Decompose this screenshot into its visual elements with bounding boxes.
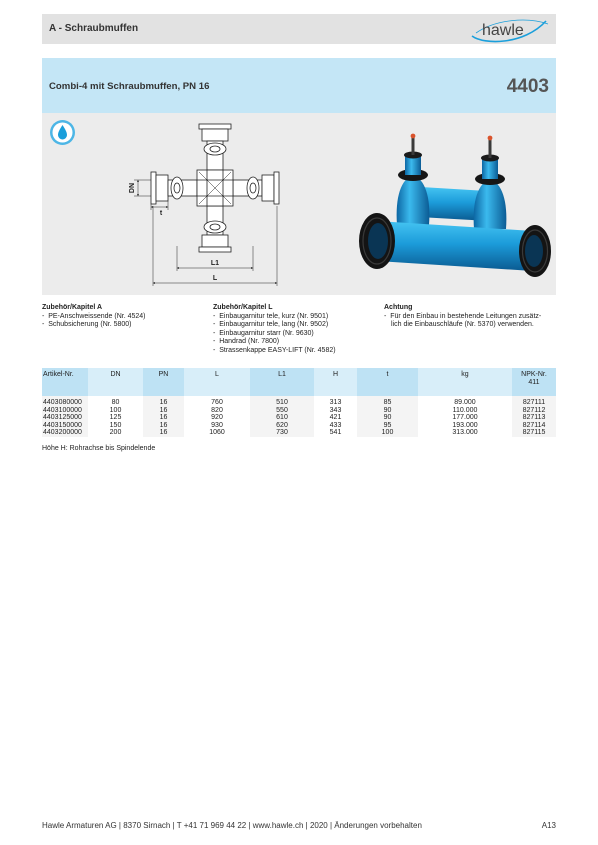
notice-title: Achtung [384, 304, 413, 311]
cell-npk-nr: 827115 [512, 429, 556, 437]
product-valve-right [474, 136, 507, 229]
cell-l: 760 [211, 399, 223, 406]
cell-pn: 16 [143, 429, 184, 437]
cell-l1: 550 [250, 407, 314, 415]
cell-t: 85 [357, 396, 418, 407]
header-pn: PN [143, 368, 184, 396]
page-footer [42, 821, 556, 833]
cell-l1: 510 [250, 396, 314, 407]
spec-table [42, 368, 556, 437]
water-drop-icon [49, 119, 76, 146]
cell-npk-nr: 827112 [512, 407, 556, 415]
notice [384, 304, 541, 330]
drawing-label-t: t [159, 210, 163, 217]
drawing-label-l: L [212, 275, 218, 282]
table-body [42, 396, 556, 437]
cell-artikel-nr: 4403150000 [42, 422, 88, 430]
product-photo [355, 125, 555, 285]
product-socket-left [359, 213, 395, 269]
cell-dn: 150 [109, 421, 122, 429]
cell-l: 930 [211, 421, 223, 429]
cell-kg: 110.000 [452, 406, 478, 414]
accessories-a-title: Zubehör/Kapitel A [42, 304, 103, 311]
product-number: 4403 [506, 76, 549, 97]
cell-t: 90 [357, 414, 418, 422]
footer-company-line: Hawle Armaturen AG | 8370 Sirnach | T +41 71 969 44 22 | www.hawle.ch | 2020 | Änderungen vorbehalten [42, 821, 422, 830]
cell-h: 421 [329, 414, 342, 422]
accessory-item: - Einbaugarnitur tele, kurz (Nr. 9501) [213, 312, 329, 320]
accessory-item: - Schubsicherung (Nr. 5800) [42, 321, 132, 329]
hawle-logo [466, 15, 552, 43]
cell-t: 95 [357, 422, 418, 430]
accessory-item: - PE-Anschweissende (Nr. 4524) [42, 312, 146, 320]
table-row [42, 422, 556, 430]
accessory-item: - Einbaugarnitur tele, lang (Nr. 9502) [213, 321, 329, 329]
accessories-chapter-l [213, 304, 336, 356]
cell-l: 1060 [209, 429, 225, 437]
table-footnote: Höhe H: Rohrachse bis Spindelende [42, 445, 156, 452]
cell-h: 343 [329, 406, 342, 414]
section-title: A - Schraubmuffen [49, 23, 139, 34]
table-row [42, 429, 556, 437]
cell-h: 313 [329, 399, 342, 406]
cell-dn: 125 [109, 414, 122, 422]
cell-kg: 89.000 [454, 399, 476, 406]
table-row [42, 414, 556, 422]
cell-l1: 620 [250, 422, 314, 430]
accessory-item: - Handrad (Nr. 7800) [213, 338, 280, 346]
section-header [42, 14, 556, 44]
header-kg: kg [418, 368, 512, 396]
cell-dn: 80 [111, 399, 120, 406]
drawing-label-dn: DN [129, 182, 136, 194]
cell-artikel-nr: 4403125000 [42, 414, 88, 422]
header-h: H [314, 368, 357, 396]
cell-npk-nr: 827113 [512, 414, 556, 422]
accessory-item: - Strassenkappe EASY-LIFT (Nr. 4582) [213, 346, 336, 354]
header-t: t [357, 368, 418, 396]
cell-h: 433 [329, 421, 342, 429]
cell-dn: 200 [109, 429, 122, 437]
product-title: Combi-4 mit Schraubmuffen, PN 16 [49, 81, 210, 92]
header-npk-nr: NPK-Nr. 411 [512, 368, 556, 396]
cell-dn: 100 [109, 406, 122, 414]
header-dn: DN [88, 368, 143, 396]
cell-npk-nr: 827111 [512, 396, 556, 407]
cell-kg: 193.000 [452, 421, 478, 429]
cell-kg: 313.000 [452, 429, 478, 437]
cell-l: 920 [211, 414, 223, 422]
header-l: L [184, 368, 250, 396]
accessory-item: - Einbaugarnitur starr (Nr. 9630) [213, 329, 314, 337]
table-header-row [42, 368, 556, 396]
accessories-chapter-a [42, 304, 146, 330]
cell-pn: 16 [143, 407, 184, 415]
product-socket-right [519, 225, 551, 277]
cell-l1: 610 [250, 414, 314, 422]
header-l1: L1 [250, 368, 314, 396]
cell-t: 90 [357, 407, 418, 415]
drawing-cross-fitting [151, 124, 279, 252]
cell-npk-nr: 827114 [512, 422, 556, 430]
cell-h: 541 [329, 429, 342, 437]
drawing-label-l1: L1 [210, 260, 220, 267]
product-valve-left [397, 134, 430, 225]
cell-t: 100 [357, 429, 418, 437]
cell-pn: 16 [143, 396, 184, 407]
accessories-l-title: Zubehör/Kapitel L [213, 304, 273, 311]
cell-l1: 730 [250, 429, 314, 437]
logo-wordmark: hawle [482, 22, 524, 39]
cell-l: 820 [211, 406, 223, 414]
product-title-bar [42, 58, 556, 113]
cell-artikel-nr: 4403100000 [42, 407, 88, 415]
cell-artikel-nr: 4403200000 [42, 429, 88, 437]
cell-artikel-nr: 4403080000 [42, 396, 88, 407]
technical-drawing [125, 118, 285, 290]
notice-line: - Für den Einbau in bestehende Leitungen zusätz- [384, 312, 542, 320]
table-row [42, 396, 556, 407]
page-number: A13 [541, 821, 556, 830]
table-row [42, 407, 556, 415]
cell-kg: 177.000 [452, 414, 478, 422]
cell-pn: 16 [143, 414, 184, 422]
header-artikel-nr: Artikel-Nr. [42, 368, 88, 396]
product-front-pipe [377, 221, 533, 271]
notice-line: lich die Einbauschläufe (Nr. 5370) verwenden. [391, 321, 534, 329]
cell-pn: 16 [143, 422, 184, 430]
